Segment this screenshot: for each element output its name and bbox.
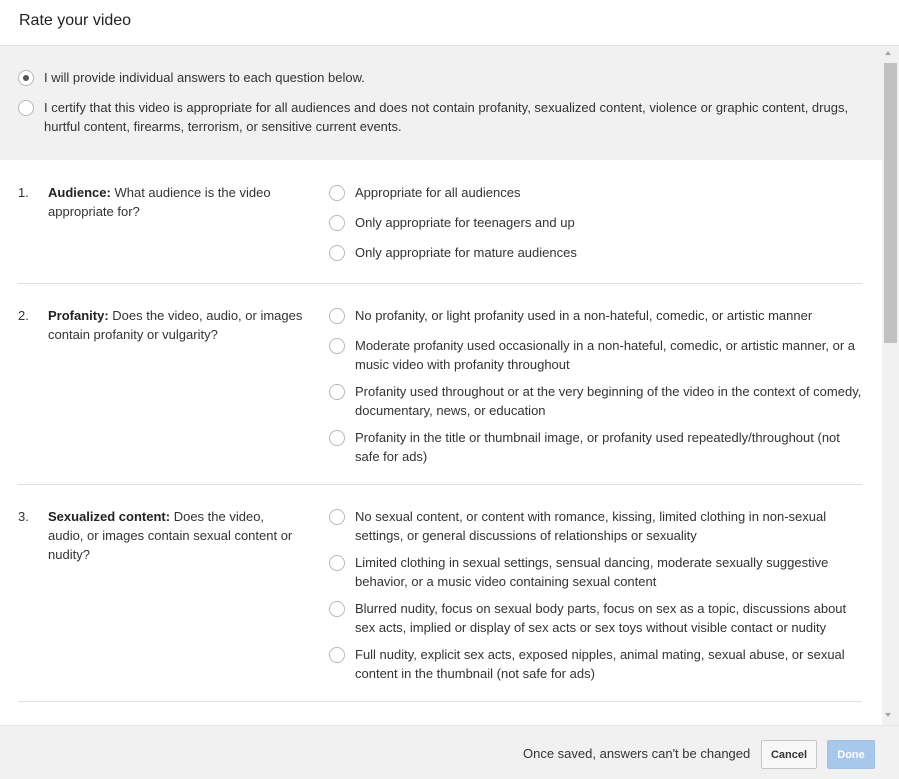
- sexual-content-option-label[interactable]: No sexual content, or content with romance, kissing, limited clothing in non-sexual settings, or general discussions of relationships or sexuality: [355, 509, 827, 543]
- certification-panel: [0, 46, 882, 160]
- audience-option-label[interactable]: Appropriate for all audiences: [355, 185, 521, 200]
- scrollbar-thumb[interactable]: [884, 63, 897, 343]
- sexual-content-option-radio[interactable]: [329, 555, 345, 571]
- question-number: 2.: [18, 308, 29, 323]
- profanity-option-label[interactable]: Profanity in the title or thumbnail image, or profanity used repeatedly/throughout (not safe for ads): [355, 430, 840, 464]
- question-text: [48, 306, 303, 344]
- audience-option-radio[interactable]: [329, 185, 345, 201]
- divider: [18, 701, 862, 702]
- sexual-content-option-radio[interactable]: [329, 509, 345, 525]
- certify-all-audiences-radio[interactable]: [18, 100, 34, 116]
- dialog-footer: [0, 725, 899, 779]
- questions-scroll-area[interactable]: [0, 46, 899, 725]
- question-number: 1.: [18, 185, 29, 200]
- profanity-option-label[interactable]: Profanity used throughout or at the very beginning of the video in the context of comedy, documentary, news, or education: [355, 384, 862, 418]
- individual-answers-label[interactable]: I will provide individual answers to each question below.: [44, 70, 365, 85]
- cancel-button[interactable]: Cancel: [761, 740, 817, 769]
- profanity-option-label[interactable]: No profanity, or light profanity used in a non-hateful, comedic, or artistic manner: [355, 308, 813, 323]
- question-heading: Sexualized content:: [48, 509, 171, 524]
- audience-option-label[interactable]: Only appropriate for mature audiences: [355, 245, 577, 260]
- sexual-content-option-label[interactable]: Limited clothing in sexual settings, sensual dancing, moderate sexually suggestive behavior, or a music video containing sexual content: [355, 555, 829, 589]
- sexual-content-option-radio[interactable]: [329, 647, 345, 663]
- question-heading: Audience:: [48, 185, 111, 200]
- question-text: [48, 183, 303, 221]
- sexual-content-option-label[interactable]: Blurred nudity, focus on sexual body parts, focus on sex as a topic, discussions about sex acts, implied or display of sex acts or sex toys without visible contact or nudity: [355, 601, 847, 635]
- question-heading: Profanity:: [48, 308, 109, 323]
- question-body: What audience is the video appropriate for?: [48, 185, 271, 219]
- question-body: Does the video, audio, or images contain profanity or vulgarity?: [48, 308, 303, 342]
- question-number: 3.: [18, 509, 29, 524]
- save-warning-note: Once saved, answers can't be changed: [523, 746, 751, 761]
- scroll-down-arrow-icon[interactable]: [885, 713, 891, 717]
- dialog-header: [0, 0, 899, 46]
- sexual-content-option-radio[interactable]: [329, 601, 345, 617]
- individual-answers-radio[interactable]: [18, 70, 34, 86]
- audience-option-radio[interactable]: [329, 215, 345, 231]
- question-text: [48, 507, 303, 564]
- audience-option-label[interactable]: Only appropriate for teenagers and up: [355, 215, 575, 230]
- divider: [18, 484, 862, 485]
- question-body: Does the video, audio, or images contain sexual content or nudity?: [48, 509, 293, 562]
- profanity-option-radio[interactable]: [329, 384, 345, 400]
- scroll-up-arrow-icon[interactable]: [885, 51, 891, 55]
- profanity-option-radio[interactable]: [329, 308, 345, 324]
- divider: [18, 283, 862, 284]
- audience-option-radio[interactable]: [329, 245, 345, 261]
- certify-all-audiences-label[interactable]: I certify that this video is appropriate for all audiences and does not contain profanity, sexualized content, violence or graphic content, drugs, hurtful content, firearms, terrorism, or sensitive current events.: [44, 100, 849, 134]
- profanity-option-label[interactable]: Moderate profanity used occasionally in a non-hateful, comedic, or artistic manner, or a music video with profanity throughout: [355, 338, 856, 372]
- profanity-option-radio[interactable]: [329, 338, 345, 354]
- profanity-option-radio[interactable]: [329, 430, 345, 446]
- done-button[interactable]: Done: [827, 740, 875, 769]
- sexual-content-option-label[interactable]: Full nudity, explicit sex acts, exposed nipples, animal mating, sexual abuse, or sexual content in the thumbnail (not safe for ads): [355, 647, 845, 681]
- dialog-title: Rate your video: [19, 12, 132, 29]
